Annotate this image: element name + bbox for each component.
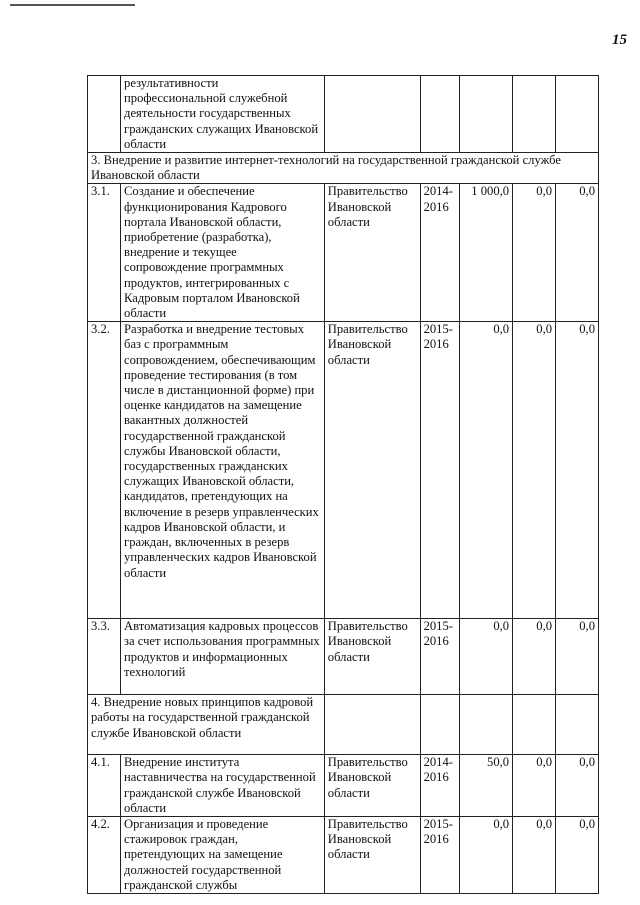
amount-2: 0,0 [513,817,556,894]
amount-3: 0,0 [556,619,599,695]
page-number: 15 [612,32,627,48]
scan-line [10,4,135,6]
item-description: Создание и обеспечение функционирования Кадрового портала Ивановской области, приобретение (разработка), внедрение и текущее сопровождение программных продуктов, интегрированных с Кадровым порталом Ивановской области [121,184,325,322]
item-number: 4.1. [88,755,121,817]
amount-3 [556,76,599,153]
executor: Правительство Ивановской области [324,619,420,695]
period: 2015-2016 [420,619,460,695]
amount-3: 0,0 [556,322,599,619]
amount-2: 0,0 [513,184,556,322]
period: 2015-2016 [420,322,460,619]
table-row [88,817,599,894]
amount-1: 0,0 [460,817,513,894]
section-heading: 3. Внедрение и развитие интернет-технологий на государственной гражданской службе Ивановской области [88,153,599,184]
executor: Правительство Ивановской области [324,817,420,894]
item-description: Организация и проведение стажировок граждан, претендующих на замещение должностей государственной гражданской службы [121,817,325,894]
table-row [88,184,599,322]
amount-2: 0,0 [513,322,556,619]
period: 2014-2016 [420,755,460,817]
table-row [88,619,599,695]
empty-cell [556,695,599,755]
table-row [88,322,599,619]
table-row [88,76,599,153]
period: 2014-2016 [420,184,460,322]
period: 2015-2016 [420,817,460,894]
period [420,76,460,153]
item-description: Разработка и внедрение тестовых баз с программным сопровождением, обеспечивающим проведение тестирования (в том числе в дистанционной форме) при оценке кандидатов на замещение вакантных должностей государственной гражданской службы Ивановской области, государственных гражданских служащих Ивановской области, кандидатов, претендующих на включение в резерв управленческих кадров Ивановской области, и граждан, включенных в резерв управленческих кадров Ивановской области [121,322,325,619]
empty-cell [420,695,460,755]
executor: Правительство Ивановской области [324,184,420,322]
amount-2 [513,76,556,153]
item-number: 3.1. [88,184,121,322]
amount-3: 0,0 [556,817,599,894]
item-description: результативности профессиональной служебной деятельности государственных гражданских служащих Ивановской области [121,76,325,153]
empty-cell [460,695,513,755]
empty-cell [324,695,420,755]
amount-1: 1 000,0 [460,184,513,322]
amount-2: 0,0 [513,619,556,695]
table-row [88,755,599,817]
amount-3: 0,0 [556,184,599,322]
executor: Правительство Ивановской области [324,322,420,619]
amount-1 [460,76,513,153]
empty-cell [513,695,556,755]
program-table [87,75,599,894]
section-row [88,153,599,184]
item-description: Автоматизация кадровых процессов за счет использования программных продуктов и информационных технологий [121,619,325,695]
section-row [88,695,599,755]
amount-1: 0,0 [460,619,513,695]
item-description: Внедрение института наставничества на государственной гражданской службе Ивановской области [121,755,325,817]
executor [324,76,420,153]
amount-3: 0,0 [556,755,599,817]
item-number: 3.3. [88,619,121,695]
amount-1: 50,0 [460,755,513,817]
item-number [88,76,121,153]
section-heading: 4. Внедрение новых принципов кадровой работы на государственной гражданской службе Ивановской области [88,695,325,755]
amount-2: 0,0 [513,755,556,817]
amount-1: 0,0 [460,322,513,619]
executor: Правительство Ивановской области [324,755,420,817]
item-number: 4.2. [88,817,121,894]
item-number: 3.2. [88,322,121,619]
